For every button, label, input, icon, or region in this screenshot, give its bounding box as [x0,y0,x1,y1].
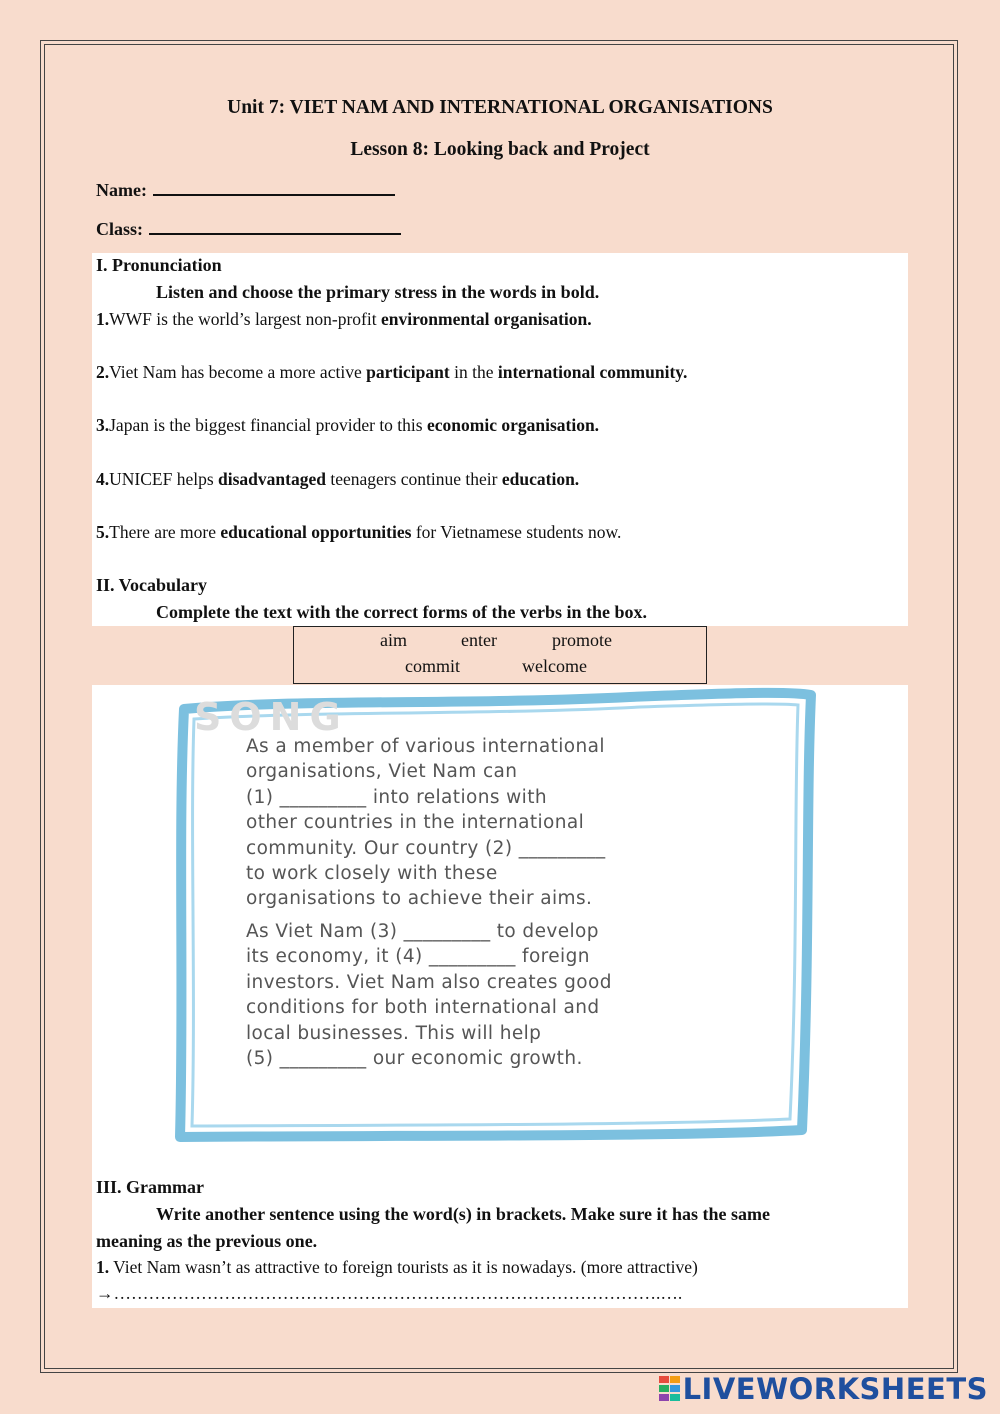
q-text: Japan is the biggest financial provider to this [109,415,427,435]
grammar-q1 [96,1257,698,1278]
q-text: teenagers continue their [325,469,502,489]
class-field [96,217,401,240]
name-field [96,178,395,201]
q-number: 2. [96,362,110,382]
card-line: other countries in the international [246,812,585,834]
q-text: Viet Nam has become a more active [109,362,367,382]
word-box [293,626,707,684]
q-number: 3. [96,415,110,435]
vocabulary-instruction: Complete the text with the correct forms of the verbs in the box. [156,602,648,622]
q-bold-word: environmental organisation. [380,309,592,329]
q-text: There are more [109,522,221,542]
q-text: WWF is the world’s largest non-profit [109,309,381,329]
card-watermark: SONG [194,695,349,739]
pronunciation-q4 [96,469,579,490]
word-box-item: aim [380,630,407,650]
q-number: 4. [96,469,110,489]
card-line: organisations, Viet Nam can [246,761,518,783]
pronunciation-q1 [96,309,592,330]
card-line: conditions for both international and [246,997,600,1019]
logo-grid-icon [659,1376,681,1402]
card-line: its economy, it (4) _________ foreign [246,946,590,968]
card-line: to work closely with these [246,863,498,885]
card-line: As a member of various international [246,736,605,757]
q-bold-word: participant [366,362,450,382]
pronunciation-q5 [96,522,621,543]
unit-title: Unit 7: VIET NAM AND INTERNATIONAL ORGANISATIONS [227,97,773,118]
pronunciation-section [92,253,908,626]
class-input-line[interactable] [149,217,401,235]
name-label: Name: [96,180,147,200]
q-text: in the [449,362,498,382]
q-text: Viet Nam wasn’t as attractive to foreign tourists as it is nowadays. (more attractive) [109,1257,698,1277]
card-grammar-section [92,685,908,1308]
card-line: community. Our country (2) _________ [246,837,606,859]
grammar-instruction-line2: meaning as the previous one. [96,1231,318,1251]
q-text: for Vietnamese students now. [411,522,622,542]
card-paragraph-1 [246,734,606,912]
grammar-q1-answer-line[interactable]: →………………………………………………………………………………….…. [96,1283,683,1303]
pronunciation-q3 [96,415,599,436]
card-line: organisations to achieve their aims. [246,888,593,910]
pronunciation-q2 [96,362,687,383]
card-line: investors. Viet Nam also creates good [246,971,612,993]
pronunciation-instruction: Listen and choose the primary stress in the words in bold. [156,282,600,302]
class-label: Class: [96,219,144,239]
grammar-instruction-line1: Write another sentence using the word(s) in brackets. Make sure it has the same [156,1204,770,1224]
q-bold-word: international community. [497,362,688,382]
word-box-item: promote [552,630,612,650]
q-bold-word: economic organisation. [426,415,600,435]
name-input-line[interactable] [153,178,395,196]
word-box-item: enter [461,630,497,650]
word-box-item: welcome [522,656,587,676]
vocabulary-heading: II. Vocabulary [96,575,208,595]
lesson-title: Lesson 8: Looking back and Project [350,139,650,160]
card-line: As Viet Nam (3) _________ to develop [246,921,599,942]
card-line: (1) _________ into relations with [246,786,547,808]
q-number: 1. [96,1257,110,1277]
q-text: UNICEF helps [109,469,219,489]
q-bold-word: educational opportunities [220,522,412,542]
liveworksheets-logo [659,1372,988,1406]
pronunciation-heading: I. Pronunciation [96,255,222,275]
card-paragraph-2 [246,919,612,1071]
card-line: (5) _________ our economic growth. [246,1048,583,1070]
q-bold-word: education. [501,469,580,489]
logo-text: LIVEWORKSHEETS [682,1372,988,1406]
q-number: 5. [96,522,110,542]
card-line: local businesses. This will help [246,1022,542,1044]
grammar-heading: III. Grammar [96,1177,204,1197]
word-box-item: commit [405,656,460,676]
q-number: 1. [96,309,110,329]
q-bold-word: disadvantaged [218,469,326,489]
